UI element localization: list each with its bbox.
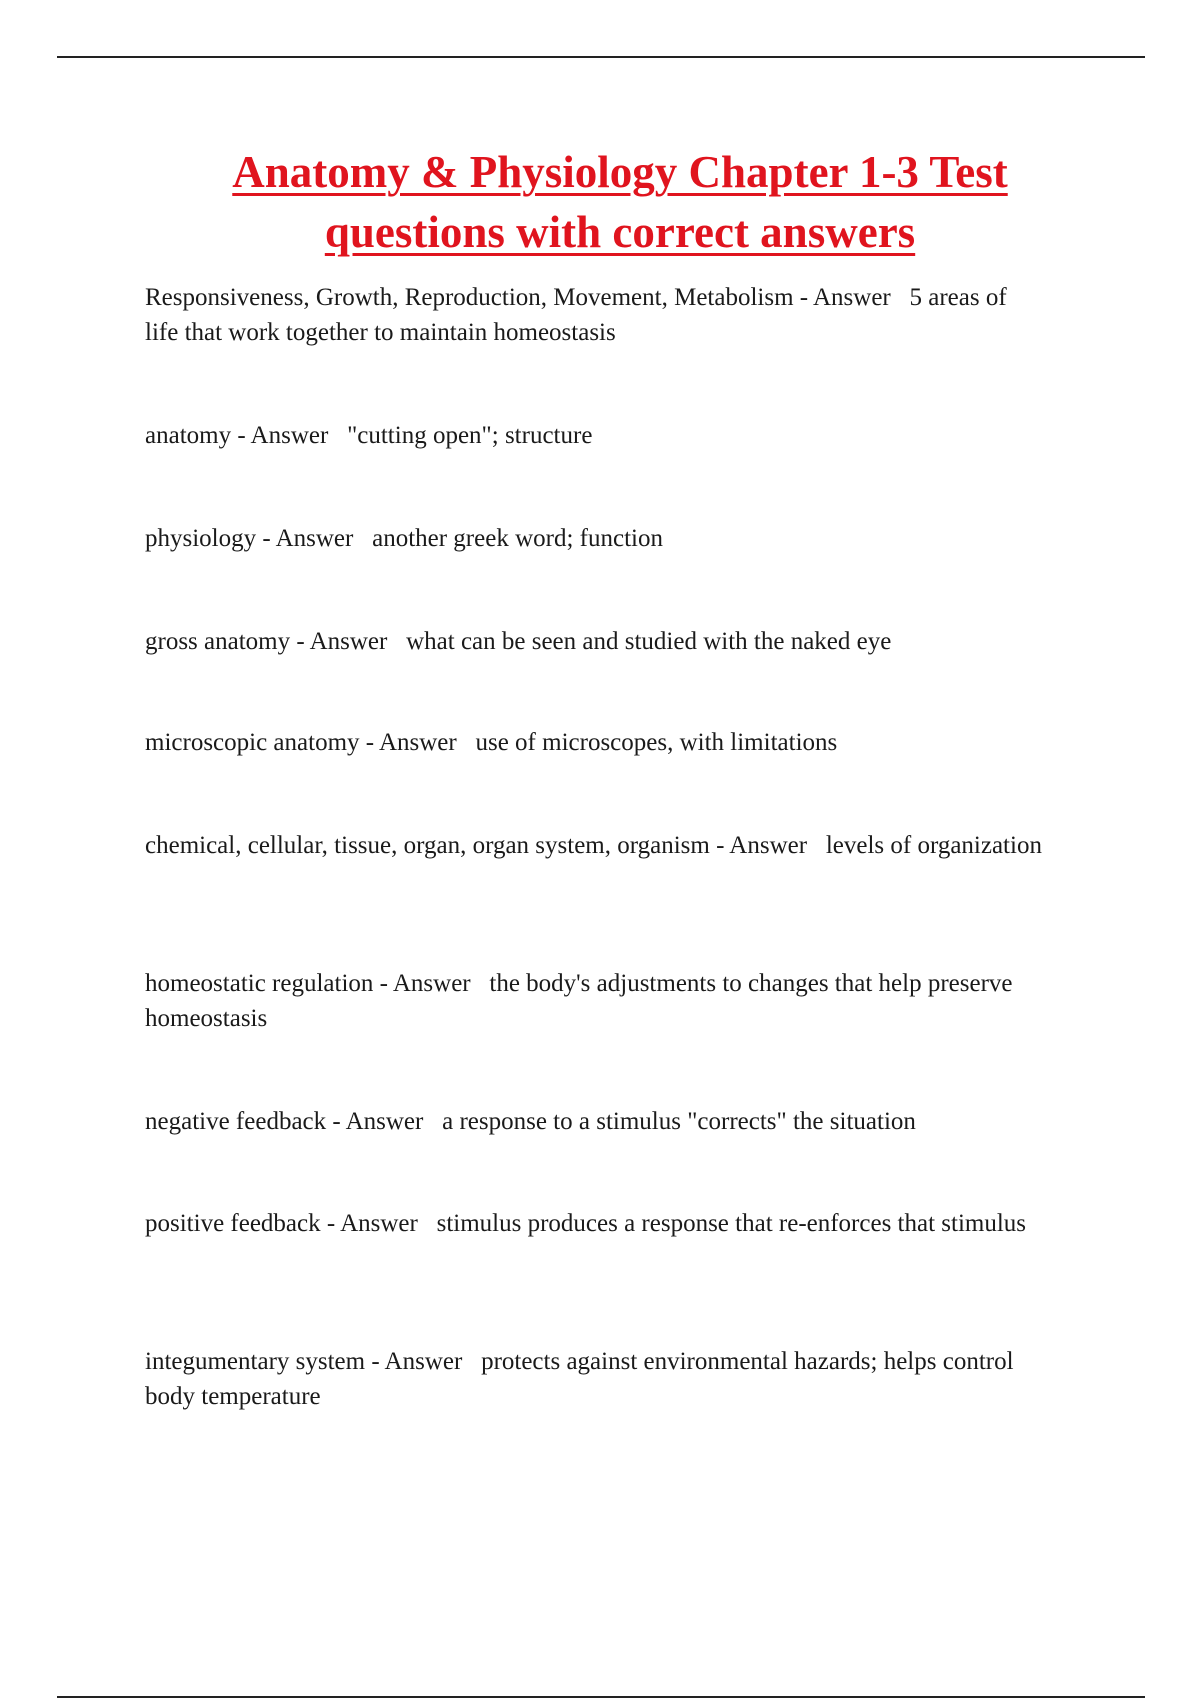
answer-separator: - Answer (709, 832, 826, 859)
answer-separator: - Answer (359, 729, 476, 756)
entry-term: anatomy (145, 422, 232, 449)
entry-term: integumentary system (145, 1348, 366, 1375)
answer-separator: - Answer (793, 284, 910, 311)
answer-separator: - Answer (231, 422, 348, 449)
qa-entry (145, 418, 1045, 453)
qa-entry (145, 1104, 1045, 1139)
answer-separator: - Answer (365, 1348, 482, 1375)
qa-entry (145, 521, 1045, 556)
answer-separator: - Answer (373, 970, 490, 997)
answer-separator: - Answer (256, 525, 373, 552)
qa-entry (145, 828, 1045, 863)
qa-entry (145, 725, 1045, 760)
bottom-rule (57, 1696, 1145, 1698)
answer-separator: - Answer (320, 1210, 437, 1237)
title-line-1: Anatomy & Physiology Chapter 1-3 Test (232, 147, 1008, 197)
entry-term: homeostatic regulation (145, 970, 374, 997)
qa-entry (145, 280, 1045, 350)
entry-answer: use of microscopes, with limitations (475, 729, 838, 756)
entry-answer: the body's adjustments to changes that help preserve homeostasis (145, 970, 1019, 1032)
qa-entry (145, 966, 1045, 1036)
entry-answer: another greek word; function (372, 525, 663, 552)
entry-term: positive feedback (145, 1210, 321, 1237)
qa-entry (145, 624, 1045, 659)
entry-term: microscopic anatomy (145, 729, 360, 756)
entry-answer: stimulus produces a response that re-enforces that stimulus (436, 1210, 1027, 1237)
entry-answer: 5 areas of life that work together to maintain homeostasis (145, 284, 1013, 346)
entry-answer: a response to a stimulus "corrects" the situation (442, 1108, 916, 1135)
entry-term: physiology (145, 525, 257, 552)
title-line-2: questions with correct answers (324, 207, 916, 257)
answer-separator: - Answer (326, 1108, 443, 1135)
qa-entry (145, 1206, 1045, 1241)
entry-answer: what can be seen and studied with the naked eye (406, 628, 892, 655)
entry-answer: protects against environmental hazards; helps control body temperature (145, 1348, 1020, 1410)
entry-term: negative feedback (145, 1108, 327, 1135)
entry-term: gross anatomy (145, 628, 291, 655)
entry-answer: "cutting open"; structure (347, 422, 593, 449)
qa-entry (145, 1344, 1045, 1414)
entry-term: chemical, cellular, tissue, organ, organ system, organism (145, 832, 710, 859)
entry-answer: levels of organization (825, 832, 1042, 859)
entry-term: Responsiveness, Growth, Reproduction, Movement, Metabolism (145, 284, 794, 311)
answer-separator: - Answer (290, 628, 407, 655)
